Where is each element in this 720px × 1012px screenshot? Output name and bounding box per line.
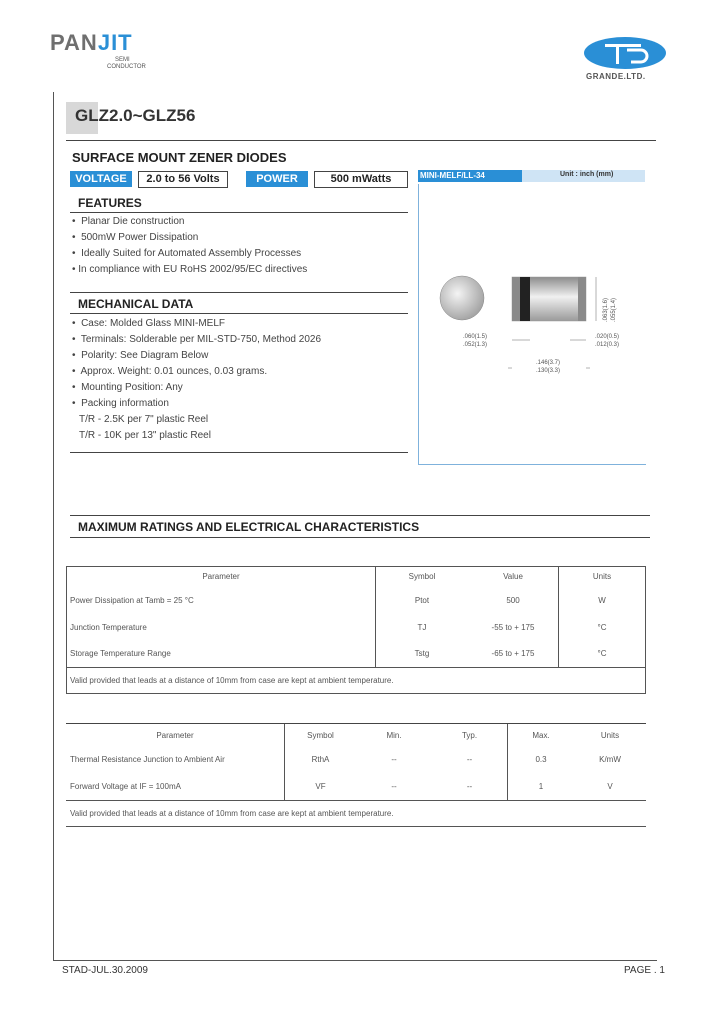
table-header: Units [600,730,620,740]
logo-pan-text: PAN [50,30,98,55]
logo-sub-2: CONDUCTOR [107,64,146,70]
dim-text: .055(1.4) [611,297,617,322]
table-cell: VF [285,773,357,800]
ratings-title: MAXIMUM RATINGS AND ELECTRICAL CHARACTERISTICS [78,520,420,534]
divider [66,140,656,141]
mech-text: Packing information [81,398,169,409]
divider [70,537,650,538]
power-value: 500 mWatts [314,171,408,188]
table-cell: -- [391,781,397,791]
features-list [72,214,307,278]
dim-label [602,282,622,342]
panjit-logo [50,30,133,56]
table-header: Typ. [461,730,478,740]
table-cell: Forward Voltage at IF = 100mA [70,781,181,791]
table-header: Min. [386,730,402,740]
table-row [66,746,646,773]
list-item: • 500mW Power Dissipation [72,232,199,243]
logo-subtext [107,57,146,71]
table-header: Max. [508,724,575,746]
list-item: • Case: Molded Glass MINI-MELF [72,318,225,329]
table-cell: Power Dissipation at Tamb = 25 °C [67,587,376,614]
dim-label [536,359,560,375]
package-unit: Unit : inch (mm) [560,171,614,178]
table-cell: Junction Temperature [67,614,376,641]
table-row [66,773,646,800]
voltage-label: VOLTAGE [70,171,132,187]
table-note-row [66,800,646,826]
table-cell: RthA [285,746,357,773]
subtitle: SURFACE MOUNT ZENER DIODES [72,150,287,165]
feature-text: Ideally Suited for Automated Assembly Processes [81,248,302,259]
list-item: • Terminals: Solderable per MIL-STD-750, Method 2026 [72,334,322,345]
package-name: MINI-MELF/LL-34 [418,170,522,182]
table-cell: -- [466,755,473,764]
table-header: Value [468,567,559,587]
list-item: • Mounting Position: Any [72,382,183,393]
ratings-table [66,566,646,694]
feature-text: 500mW Power Dissipation [81,232,199,243]
table-cell: 0.3 [508,746,575,773]
table-row [67,587,646,614]
dim-text: .063(1.6) [603,297,609,322]
list-item: • Ideally Suited for Automated Assembly Processes [72,248,302,259]
dim-text: .020(0.5) [595,334,620,340]
characteristics-table [66,724,646,827]
list-item: • Packing information [72,398,169,409]
table-cell: Storage Temperature Range [67,641,376,668]
table-cell: TJ [376,614,469,641]
mech-text: Mounting Position: Any [81,382,183,393]
dim-text: .012(0.3) [595,342,620,348]
table-cell: -55 to + 175 [468,614,559,641]
mech-text: Polarity: See Diagram Below [81,350,209,361]
table-note: Valid provided that leads at a distance of 10mm from case are kept at ambient temperature. [66,800,646,826]
mech-text: Approx. Weight: 0.01 ounces, 0.03 grams. [80,366,268,377]
list-item: • Approx. Weight: 0.01 ounces, 0.03 grams. [72,366,268,377]
table-cell: °C [559,614,646,641]
table-note-row [67,668,646,694]
feature-text: Planar Die construction [81,216,185,227]
footer-page: PAGE . 1 [624,965,665,976]
table-row [67,641,646,668]
divider [70,292,408,293]
table-header: Units [559,567,646,587]
mech-text: Case: Molded Glass MINI-MELF [81,318,225,329]
table-cell: -- [466,781,473,791]
divider [70,452,408,453]
table-cell: 500 [468,587,559,614]
logo-sub-1: SEMI [115,57,130,63]
table-cell: W [559,587,646,614]
mechanical-title: MECHANICAL DATA [78,297,194,311]
dim-text: .130(3.3) [536,368,561,374]
list-item: • In compliance with EU RoHS 2002/95/EC directives [72,264,308,275]
grande-text: GRANDE.LTD. [586,72,646,81]
dim-text: .052(1.3) [463,342,488,348]
list-item: • Polarity: See Diagram Below [72,350,209,361]
dim-text: .060(1.5) [463,334,488,340]
table-row [67,614,646,641]
table-header: Symbol [376,567,469,587]
footer-date: STAD-JUL.30.2009 [62,965,148,976]
divider [70,212,408,213]
table-cell: °C [559,641,646,668]
table-cell: 1 [508,773,575,800]
table-cell: -- [391,755,397,764]
table-header: Symbol [285,724,357,746]
grande-logo-icon [583,36,667,70]
table-cell: K/mW [599,755,621,764]
table-header: Parameter [67,567,376,587]
list-item: T/R - 2.5K per 7" plastic Reel [79,414,209,425]
table-note: Valid provided that leads at a distance of 10mm from case are kept at ambient temperature. [67,668,646,694]
table-cell: -65 to + 175 [468,641,559,668]
table-cell: Ptot [376,587,469,614]
divider [70,515,650,516]
divider [70,313,408,314]
logo-jit-text: JIT [97,30,133,55]
feature-text: In compliance with EU RoHS 2002/95/EC directives [78,264,308,275]
page-title: GLZ2.0~GLZ56 [75,106,196,125]
table-header: Parameter [156,730,194,740]
table-header-row [67,567,646,587]
voltage-value: 2.0 to 56 Volts [138,171,228,188]
dim-label [463,333,487,349]
list-item: • Planar Die construction [72,216,185,227]
table-cell: Tstg [376,641,469,668]
table-cell: Thermal Resistance Junction to Ambient Air [70,755,225,764]
power-label: POWER [246,171,308,187]
features-title: FEATURES [78,196,142,210]
table-cell: V [607,781,613,791]
table-header-row [66,724,646,746]
dim-text: .146(3.7) [536,360,561,366]
mech-text: Terminals: Solderable per MIL-STD-750, Method 2026 [80,334,322,345]
list-item: T/R - 10K per 13" plastic Reel [79,430,211,441]
mechanical-list [72,316,321,444]
